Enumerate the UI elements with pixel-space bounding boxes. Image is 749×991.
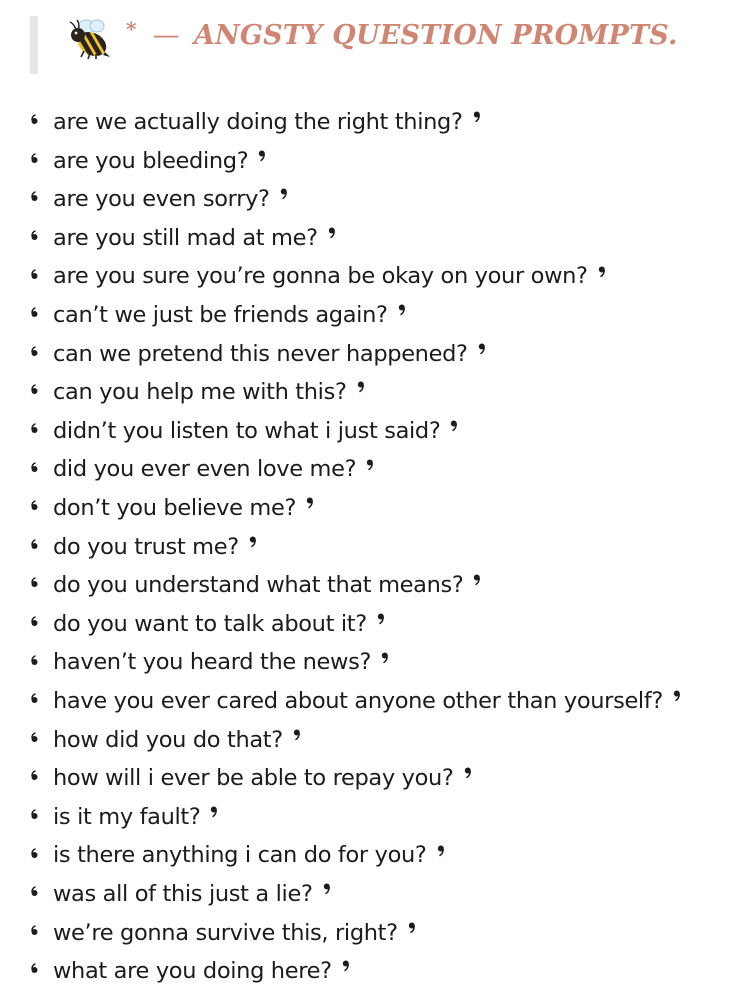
closing-quote-icon: [398, 304, 406, 316]
closing-quote-icon: [437, 845, 445, 857]
prompt-text: is it my fault?: [53, 803, 201, 830]
closing-quote-icon: [306, 497, 314, 509]
closing-quote-icon: [377, 613, 385, 625]
opening-quote-icon: [30, 230, 38, 240]
opening-quote-icon: [30, 577, 38, 587]
closing-quote-icon: [342, 960, 350, 972]
list-item: [30, 489, 740, 528]
closing-quote-icon: [293, 729, 301, 741]
list-item: [30, 219, 740, 258]
prompt-text: do you trust me?: [53, 533, 239, 560]
list-item: [30, 682, 740, 721]
list-item: [30, 528, 740, 567]
list-item: [30, 257, 740, 296]
list-item: [30, 798, 740, 837]
opening-quote-icon: [30, 384, 38, 394]
closing-quote-icon: [381, 652, 389, 664]
list-item: [30, 759, 740, 798]
prompt-text: what are you doing here?: [53, 958, 332, 985]
prompt-text: are you sure you’re gonna be okay on your own?: [53, 263, 588, 290]
prompt-text: did you ever even love me?: [53, 456, 357, 483]
list-item: [30, 335, 740, 374]
opening-quote-icon: [30, 848, 38, 858]
prompt-text: haven’t you heard the news?: [53, 649, 372, 676]
opening-quote-icon: [30, 269, 38, 279]
closing-quote-icon: [249, 536, 257, 548]
closing-quote-icon: [473, 574, 481, 586]
opening-quote-icon: [30, 732, 38, 742]
closing-quote-icon: [598, 266, 606, 278]
closing-quote-icon: [408, 922, 416, 934]
quote-bar: [30, 16, 38, 74]
opening-quote-icon: [30, 346, 38, 356]
opening-quote-icon: [30, 423, 38, 433]
opening-quote-icon: [30, 693, 38, 703]
prompt-text: can we pretend this never happened?: [53, 340, 468, 367]
opening-quote-icon: [30, 655, 38, 665]
header-star: *: [126, 17, 137, 41]
header-dash: —: [152, 20, 180, 51]
opening-quote-icon: [30, 886, 38, 896]
prompt-text: how will i ever be able to repay you?: [53, 765, 454, 792]
opening-quote-icon: [30, 191, 38, 201]
list-item: [30, 836, 740, 875]
list-item: [30, 913, 740, 952]
prompt-text: don’t you believe me?: [53, 494, 297, 521]
prompt-text: we’re gonna survive this, right?: [53, 919, 398, 946]
list-item: [30, 450, 740, 489]
prompt-text: are we actually doing the right thing?: [53, 109, 463, 136]
closing-quote-icon: [464, 767, 472, 779]
prompt-text: do you understand what that means?: [53, 572, 464, 599]
prompt-text: was all of this just a lie?: [53, 880, 313, 907]
post-header: [30, 16, 730, 74]
list-item: [30, 566, 740, 605]
opening-quote-icon: [30, 770, 38, 780]
closing-quote-icon: [366, 459, 374, 471]
bee-icon: [68, 18, 112, 60]
prompt-text: are you still mad at me?: [53, 224, 318, 251]
opening-quote-icon: [30, 114, 38, 124]
list-item: [30, 373, 740, 412]
prompt-text: are you bleeding?: [53, 147, 249, 174]
prompt-text: do you want to talk about it?: [53, 610, 367, 637]
list-item: [30, 103, 740, 142]
opening-quote-icon: [30, 809, 38, 819]
closing-quote-icon: [280, 188, 288, 200]
closing-quote-icon: [450, 420, 458, 432]
list-item: [30, 412, 740, 451]
list-item: [30, 142, 740, 181]
opening-quote-icon: [30, 925, 38, 935]
opening-quote-icon: [30, 500, 38, 510]
closing-quote-icon: [473, 111, 481, 123]
closing-quote-icon: [673, 690, 681, 702]
closing-quote-icon: [210, 806, 218, 818]
opening-quote-icon: [30, 307, 38, 317]
prompt-text: are you even sorry?: [53, 186, 270, 213]
list-item: [30, 296, 740, 335]
closing-quote-icon: [328, 227, 336, 239]
list-item: [30, 721, 740, 760]
prompt-list: [30, 103, 740, 991]
opening-quote-icon: [30, 539, 38, 549]
opening-quote-icon: [30, 153, 38, 163]
opening-quote-icon: [30, 616, 38, 626]
list-item: [30, 605, 740, 644]
list-item: [30, 180, 740, 219]
opening-quote-icon: [30, 963, 38, 973]
prompt-text: have you ever cared about anyone other than yourself?: [53, 687, 664, 714]
list-item: [30, 875, 740, 914]
closing-quote-icon: [478, 343, 486, 355]
closing-quote-icon: [323, 883, 331, 895]
page-title: ANGSTY QUESTION PROMPTS.: [193, 20, 678, 51]
opening-quote-icon: [30, 462, 38, 472]
header-title-line: [126, 17, 678, 51]
prompt-text: is there anything i can do for you?: [53, 842, 427, 869]
closing-quote-icon: [357, 381, 365, 393]
prompt-text: can’t we just be friends again?: [53, 302, 388, 329]
prompt-text: how did you do that?: [53, 726, 283, 753]
prompt-text: can you help me with this?: [53, 379, 347, 406]
list-item: [30, 643, 740, 682]
closing-quote-icon: [258, 150, 266, 162]
prompt-text: didn’t you listen to what i just said?: [53, 417, 441, 444]
